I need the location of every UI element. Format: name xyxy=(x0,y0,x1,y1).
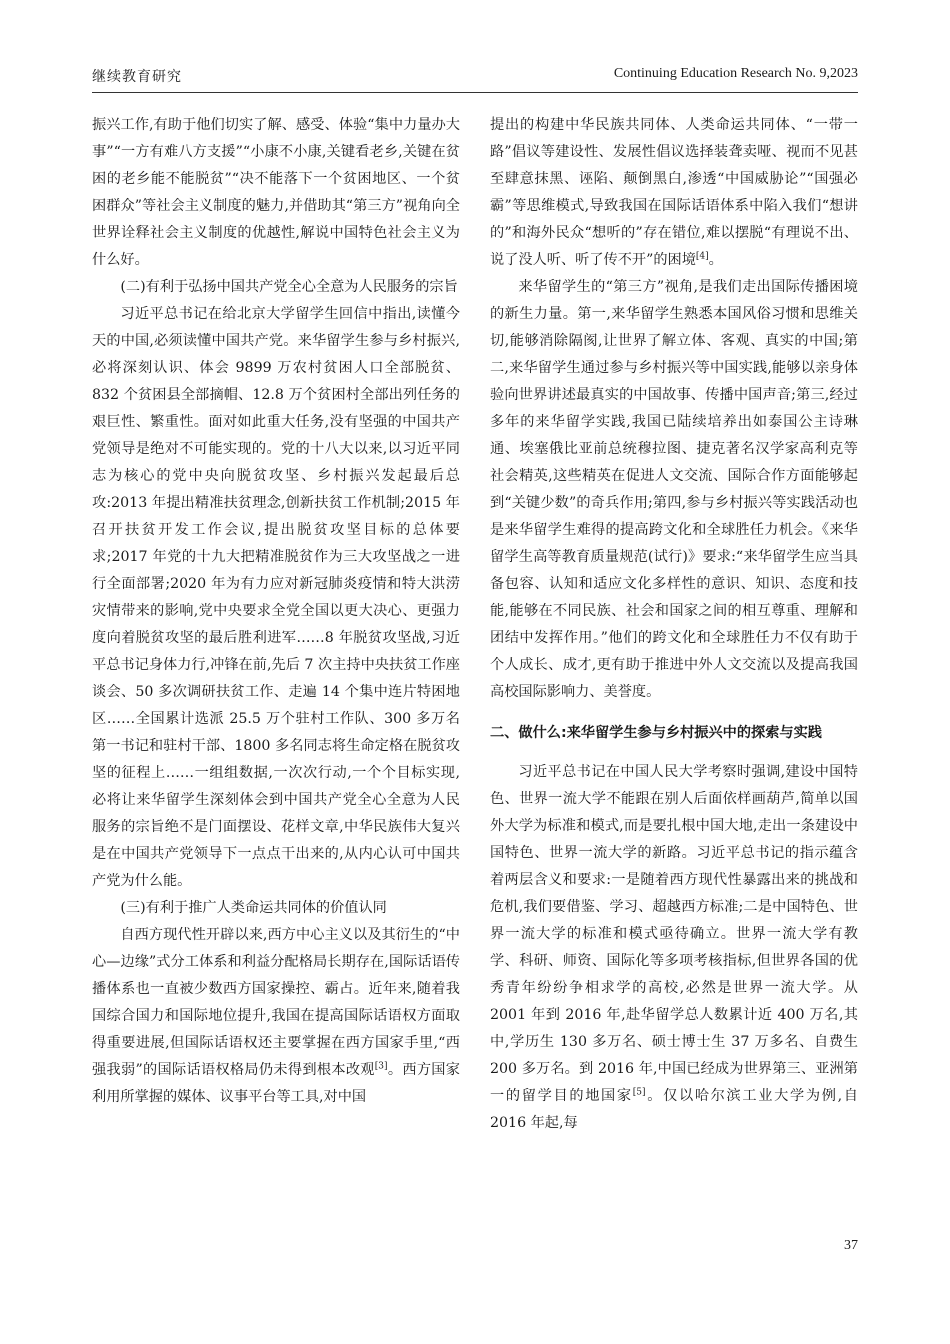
paragraph-text: 。 xyxy=(708,252,723,268)
section-title: 二、做什么:来华留学生参与乡村振兴中的探索与实践 xyxy=(490,725,822,741)
paragraph-text: 。仅以哈尔滨工业大学为例,自 2016 年起,每 xyxy=(490,1088,858,1131)
subsection-heading: (三)有利于推广人类命运共同体的价值认同 xyxy=(120,900,387,916)
paragraph: 来华留学生的“第三方”视角,是我们走出国际传播困境的新生力量。第一,来华留学生熟悉本国风俗习惯和思维关切,能够消除隔阂,让世界了解立体、客观、真实的中国;第二,来华留学生通过参与乡村振兴等中国实践,能够以亲身体验向世界讲述最真实的中国故事、传播中国声音;第三,经过多年的来华留学实践,我国已陆续培养出如泰国公主诗琳通、埃塞俄比亚前总统穆拉图、捷克著名汉学家高利克等社会精英,这些精英在促进人文交流、国际合作方面能够起到“关键少数”的奇兵作用;第四,参与乡村振兴等实践活动也是来华留学生难得的提高跨文化和全球胜任力机会。《来华留学生高等教育质量规范(试行)》要求:“来华留学生应当具备包容、认知和适应文化多样性的意识、知识、态度和技能,能够在不同民族、社会和国家之间的相互尊重、理解和团结中发挥作用。”他们的跨文化和全球胜任力不仅有助于个人成长、成才,更有助于推进中外人文交流以及提高我国高校国际影响力、美誉度。 xyxy=(490,279,858,700)
paragraph: 振兴工作,有助于他们切实了解、感受、体验“集中力量办大事”“一方有难八方支援”“小康不小康,关键看老乡,关键在贫困的老乡能不能脱贫”“决不能落下一个贫困地区、一个贫困群众”等社会主义制度的魅力,并借助其“第三方”视角向全世界诠释社会主义制度的优越性,解说中国特色社会主义为什么好。 xyxy=(92,117,460,268)
paragraph-text: 提出的构建中华民族共同体、人类命运共同体、“一带一路”倡议等建设性、发展性倡议选择装聋卖哑、视而不见甚至肆意抹黑、诬陷、颠倒黑白,渗透“中国威胁论”“国强必霸”等思维模式,导致我国在国际话语体系中陷入我们“想讲的”和海外民众“想听的”存在错位,难以摆脱“有理说不出、说了没人听、听了传不开”的困境 xyxy=(490,117,858,268)
paragraph-text: 自西方现代性开辟以来,西方中心主义以及其衍生的“中心—边缘”式分工体系和利益分配格局长期存在,国际话语传播体系也一直被少数西方国家操控、霸占。近年来,随着我国综合国力和国际地位提升,我国在提高国际话语权方面取得重要进展,但国际话语权还主要掌握在西方国家手里,“西强我弱”的国际话语权格局仍未得到根本改观 xyxy=(92,927,460,1078)
subsection-heading: (二)有利于弘扬中国共产党全心全意为人民服务的宗旨 xyxy=(120,279,458,295)
journal-name-cn: 继续教育研究 xyxy=(92,69,182,85)
citation-ref: [3] xyxy=(374,1061,388,1072)
paragraph-text: 。西方国家利用所掌握的媒体、议事平台等工具,对中国 xyxy=(92,1062,460,1105)
paragraph: 习近平总书记在给北京大学留学生回信中指出,读懂今天的中国,必须读懂中国共产党。来华留学生参与乡村振兴,必将深刻认识、体会 9899 万农村贫困人口全部脱贫、832 个贫困县全部摘帽、12.8 万个贫困村全部出列任务的艰巨性、繁重性。面对如此重大任务,没有坚强的中国共产党领导是绝对不可能实现的。党的十八大以来,以习近平同志为核心的党中央向脱贫攻坚、乡村振兴发起最后总攻:2013 年提出精准扶贫理念,创新扶贫工作机制;2015 年召开扶贫开发工作会议,提出脱贫攻坚目标的总体要求;2017 年党的十九大把精准脱贫作为三大攻坚战之一进行全面部署;2020 年为有力应对新冠肺炎疫情和特大洪涝灾情带来的影响,党中央要求全党全国以更大决心、更强力度向着脱贫攻坚的最后胜利进军……8 年脱贫攻坚战,习近平总书记身体力行,冲锋在前,先后 7 次主持中央扶贫工作座谈会、50 多次调研扶贫工作、走遍 14 个集中连片特困地区……全国累计选派 25.5 万个驻村工作队、300 多万名第一书记和驻村干部、1800 多名同志将生命定格在脱贫攻坚的征程上……一组组数据,一次次行动,一个个目标实现,必将让来华留学生深刻体会到中国共产党全心全意为人民服务的宗旨绝不是门面摆设、花样文章,中华民族伟大复兴是在中国共产党领导下一点点干出来的,从内心认可中国共产党为什么能。 xyxy=(92,306,460,889)
page-number: 37 xyxy=(844,1238,858,1253)
paragraph xyxy=(92,922,460,1111)
right-column xyxy=(490,112,858,1137)
paragraph-text: 习近平总书记在中国人民大学考察时强调,建设中国特色、世界一流大学不能跟在别人后面依样画葫芦,简单以国外大学为标准和模式,而是要扎根中国大地,走出一条建设中国特色、世界一流大学的新路。习近平总书记的指示蕴含着两层含义和要求:一是随着西方现代性暴露出来的挑战和危机,我们要借鉴、学习、超越西方标准;二是中国特色、世界一流大学的标准和模式亟待确立。世界一流大学有教学、科研、师资、国际化等多项考核指标,但世界各国的优秀青年纷纷争相求学的高校,必然是世界一流大学。从 2001 年到 2016 年,赴华留学总人数累计近 400 万名,其中,学历生 130 多万名、硕士博士生 37 万多名、自费生 200 多万名。到 2016 年,中国已经成为世界第三、亚洲第一的留学目的地国家 xyxy=(490,764,858,1104)
left-column xyxy=(92,112,460,1111)
header-rule xyxy=(92,92,858,93)
running-header xyxy=(92,66,858,92)
citation-ref: [5] xyxy=(632,1087,646,1098)
journal-issue-en: Continuing Education Research No. 9,2023 xyxy=(613,66,858,81)
paragraph xyxy=(490,112,858,274)
paragraph xyxy=(490,759,858,1137)
citation-ref: [4] xyxy=(695,251,709,262)
